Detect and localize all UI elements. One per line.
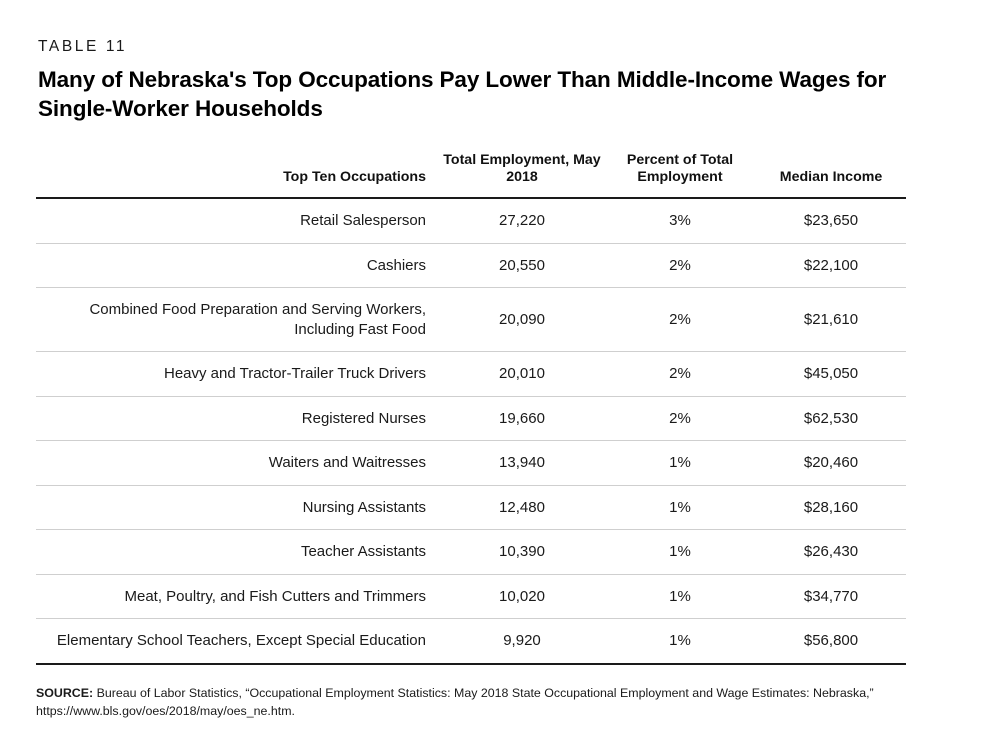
cell-occupation: Elementary School Teachers, Except Special Education (56, 632, 426, 650)
cell-occupation: Cashiers (36, 243, 440, 288)
cell-percent: 3% (604, 198, 756, 243)
cell-income: $21,610 (756, 288, 906, 352)
cell-percent: 2% (604, 396, 756, 441)
cell-employment: 20,550 (440, 243, 604, 288)
cell-occupation: Waiters and Waitresses (36, 441, 440, 486)
table-row (36, 574, 906, 619)
table-header (36, 152, 906, 199)
table-number-label: TABLE 11 (38, 38, 128, 55)
table-row (36, 352, 906, 397)
cell-percent: 1% (604, 485, 756, 530)
table-row (36, 441, 906, 486)
cell-income: $23,650 (756, 198, 906, 243)
table-row (36, 198, 906, 243)
column-header-occupation: Top Ten Occupations (36, 152, 440, 199)
table-row (36, 288, 906, 352)
cell-occupation: Meat, Poultry, and Fish Cutters and Trimmers (36, 574, 440, 619)
cell-income: $28,160 (756, 485, 906, 530)
cell-employment: 13,940 (440, 441, 604, 486)
cell-percent: 2% (604, 352, 756, 397)
cell-income: $62,530 (756, 396, 906, 441)
cell-income: $26,430 (756, 530, 906, 575)
table-row (36, 530, 906, 575)
cell-employment: 27,220 (440, 198, 604, 243)
cell-percent: 2% (604, 288, 756, 352)
cell-employment: 19,660 (440, 396, 604, 441)
table-bottom-rule (36, 663, 906, 666)
cell-employment: 9,920 (503, 632, 541, 650)
cell-employment: 10,390 (440, 530, 604, 575)
cell-percent: 1% (669, 632, 691, 650)
cell-employment: 20,010 (440, 352, 604, 397)
column-header-employment: Total Employment, May 2018 (440, 152, 604, 199)
cell-occupation: Heavy and Tractor-Trailer Truck Drivers (36, 352, 440, 397)
table-row (36, 396, 906, 441)
column-header-percent: Percent of Total Employment (604, 152, 756, 199)
page-title: Many of Nebraska's Top Occupations Pay Lower Than Middle-Income Wages for Single-Worker Households (38, 67, 887, 121)
cell-income: $22,100 (756, 243, 906, 288)
cell-percent: 1% (604, 530, 756, 575)
cell-percent: 1% (604, 574, 756, 619)
source-text: Bureau of Labor Statistics, “Occupational Employment Statistics: May 2018 State Occupational Employment and Wage Estimates: Nebraska,” https://www.bls.gov/oes/2018/may/oes_ne.htm. (36, 686, 874, 719)
table-row (36, 619, 906, 663)
cell-occupation: Combined Food Preparation and Serving Workers, Including Fast Food (36, 288, 440, 352)
cell-occupation: Retail Salesperson (36, 198, 440, 243)
table-row (36, 485, 906, 530)
occupations-table (36, 152, 906, 663)
column-header-income: Median Income (756, 152, 906, 199)
cell-occupation: Nursing Assistants (36, 485, 440, 530)
cell-income: $45,050 (756, 352, 906, 397)
table-body (36, 198, 906, 663)
table-row (36, 243, 906, 288)
source-label: SOURCE: (36, 686, 94, 701)
cell-income: $34,770 (756, 574, 906, 619)
cell-percent: 2% (604, 243, 756, 288)
cell-occupation: Registered Nurses (36, 396, 440, 441)
cell-employment: 10,020 (440, 574, 604, 619)
cell-percent: 1% (604, 441, 756, 486)
source-note (36, 685, 936, 721)
cell-occupation: Teacher Assistants (36, 530, 440, 575)
cell-employment: 20,090 (440, 288, 604, 352)
cell-employment: 12,480 (440, 485, 604, 530)
cell-income: $20,460 (756, 441, 906, 486)
cell-income: $56,800 (803, 632, 859, 650)
